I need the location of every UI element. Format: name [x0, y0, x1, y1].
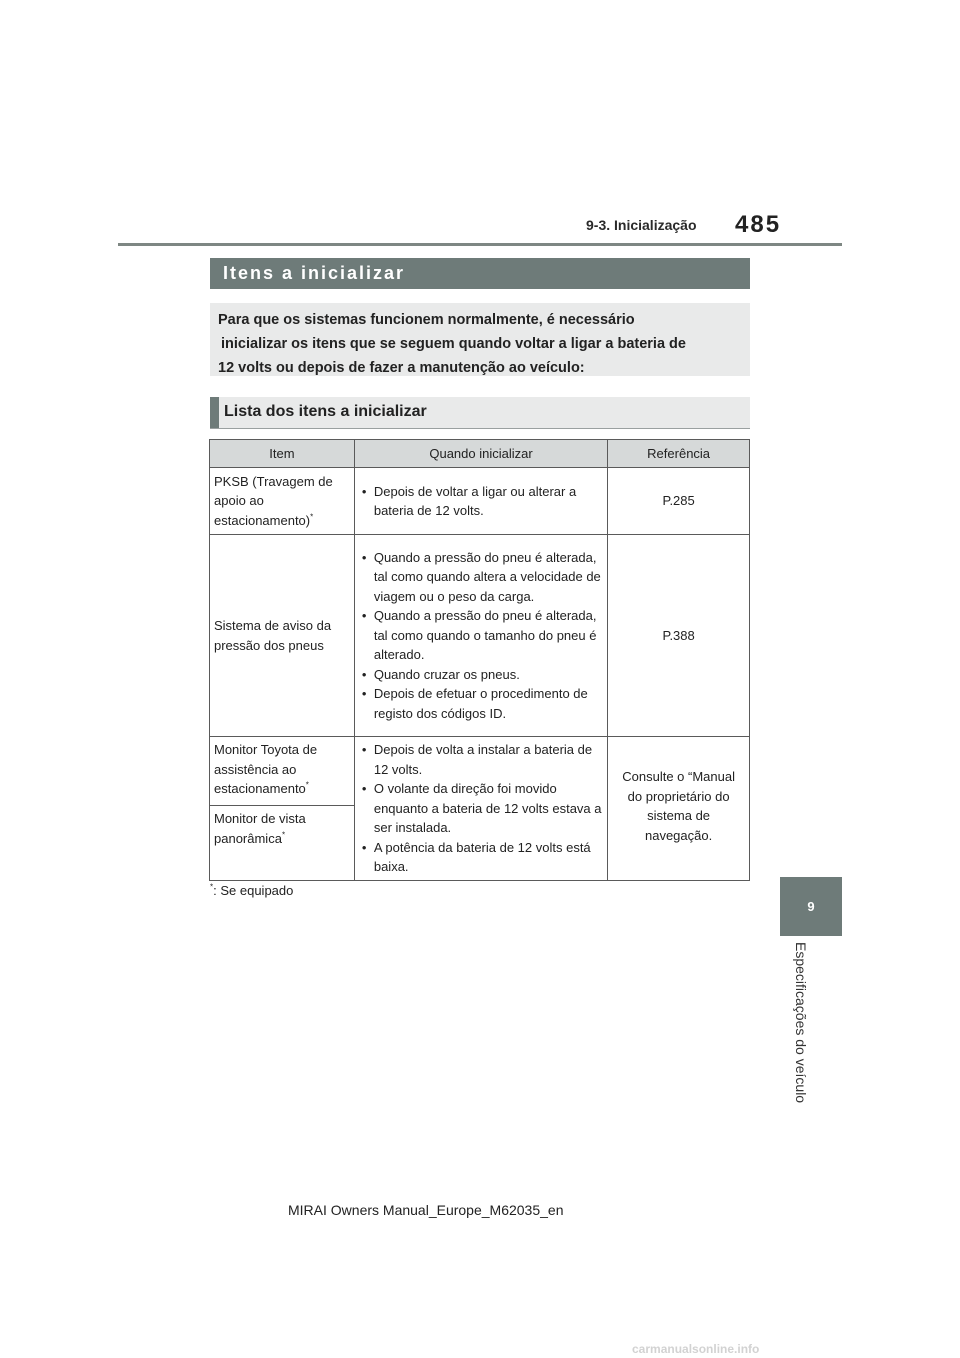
list-item: • Quando a pressão do pneu é alterada, tal como quando altera a velocidade de viagem ou o peso da carga. [359, 548, 603, 607]
list-item: • O volante da direção foi movido enquanto a bateria de 12 volts estava a ser instalada. [359, 779, 603, 838]
reference-link[interactable]: P.388 [662, 627, 695, 643]
table-row [210, 468, 750, 535]
list-item: • Quando cruzar os pneus. [359, 665, 603, 685]
column-header-reference: Referência [608, 440, 750, 468]
footnote [210, 883, 293, 898]
item-cell [210, 806, 355, 880]
table-row [210, 737, 750, 806]
watermark: carmanualsonline.info [632, 1342, 760, 1356]
list-item: • Depois de efetuar o procedimento de registo dos códigos ID. [359, 684, 603, 723]
list-item: • Depois de volta a instalar a bateria de 12 volts. [359, 740, 603, 779]
section-title: Itens a inicializar [210, 258, 750, 289]
page-number: 485 [735, 211, 782, 238]
table-header-row [210, 440, 750, 468]
reference-cell [608, 535, 750, 737]
table-row [210, 535, 750, 737]
intro-line-2: inicializar os itens que se seguem quando voltar a ligar a bateria de [221, 336, 686, 352]
when-cell [354, 468, 607, 535]
reference-cell [608, 737, 750, 881]
item-cell [210, 737, 355, 806]
subheading-rule [210, 428, 750, 429]
chapter-tab[interactable] [780, 877, 842, 936]
reference-cell [608, 468, 750, 535]
items-table [209, 439, 750, 881]
section-label: 9-3. Inicialização [586, 217, 697, 233]
footnote-mark: * [281, 830, 286, 840]
list-item: • Depois de voltar a ligar ou alterar a bateria de 12 volts. [359, 482, 603, 521]
footnote-mark: * [210, 882, 214, 892]
item-cell [210, 535, 355, 737]
list-item: • Quando a pressão do pneu é alterada, tal como quando o tamanho do pneu é alterado. [359, 606, 603, 665]
list-item: • A potência da bateria de 12 volts está baixa. [359, 838, 603, 877]
reference-link[interactable]: P.285 [662, 493, 695, 509]
manual-footer: MIRAI Owners Manual_Europe_M62035_en [288, 1202, 564, 1218]
item-text: PKSB (Travagem de apoio ao estacionamento) [214, 473, 333, 528]
subheading: Lista dos itens a inicializar [210, 397, 750, 428]
reference-text: Consulte o “Manual do proprietário do sistema de navegação. [622, 769, 735, 843]
item-text: Monitor de vista panorâmica [214, 811, 306, 846]
item-cell [210, 468, 355, 535]
intro-box [210, 303, 750, 376]
chapter-number: 9 [807, 899, 815, 914]
item-text: Sistema de aviso da pressão dos pneus [214, 618, 332, 653]
header-rule [118, 243, 842, 246]
intro-line-3: 12 volts ou depois de fazer a manutenção ao veículo: [218, 360, 585, 376]
footnote-mark: * [310, 512, 314, 522]
column-header-item: Item [210, 440, 355, 468]
intro-line-1: Para que os sistemas funcionem normalmente, é necessário [218, 312, 635, 328]
column-header-when: Quando inicializar [354, 440, 607, 468]
footnote-mark: * [305, 780, 309, 790]
when-cell [354, 737, 607, 881]
footnote-text: : Se equipado [213, 883, 294, 898]
when-cell [354, 535, 607, 737]
item-text: Monitor Toyota de assistência ao estacionamento [214, 742, 318, 796]
chapter-label: Especificações do veículo [793, 942, 809, 1104]
